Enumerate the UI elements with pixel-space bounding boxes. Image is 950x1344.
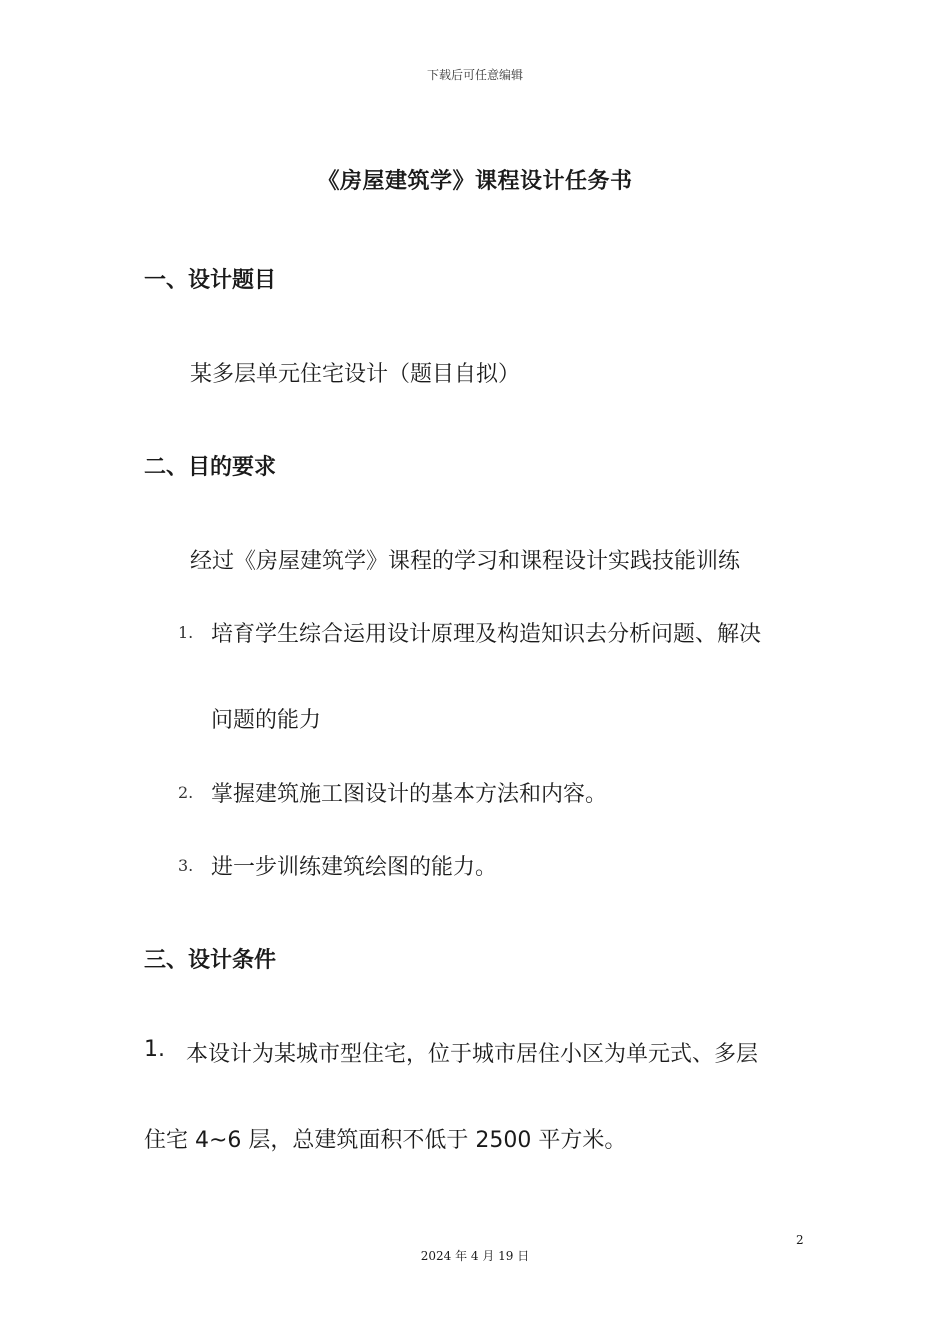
- section-heading-objectives: 二、目的要求: [144, 455, 277, 480]
- section-heading-design-topic: 一、设计题目: [144, 268, 277, 293]
- page-number: 2: [796, 1233, 804, 1247]
- footer-date: 2024 年 4 月 19 日: [420, 1249, 530, 1263]
- list-item-number: 1.: [178, 623, 194, 642]
- list-item-text: 培育学生综合运用设计原理及构造知识去分析问题、解决: [211, 622, 762, 647]
- design-topic-text: 某多层单元住宅设计（题目自拟）: [190, 362, 521, 387]
- condition-item-text: 本设计为某城市型住宅，位于城市居住小区为单元式、多层: [186, 1042, 759, 1067]
- list-item-number: 3.: [178, 856, 194, 875]
- condition-item-text-continued: 住宅 4~6 层，总建筑面积不低于 2500 平方米。: [144, 1128, 627, 1153]
- list-item-number: 2.: [178, 783, 194, 802]
- header-note: 下载后可任意编辑: [426, 68, 523, 82]
- list-item-text: 进一步训练建筑绘图的能力。: [211, 855, 498, 880]
- section-heading-design-conditions: 三、设计条件: [144, 948, 277, 973]
- document-title: 《房屋建筑学》课程设计任务书: [317, 169, 633, 194]
- objectives-intro-text: 经过《房屋建筑学》课程的学习和课程设计实践技能训练: [190, 549, 741, 574]
- list-item-text-continued: 问题的能力: [211, 708, 322, 733]
- list-item-text: 掌握建筑施工图设计的基本方法和内容。: [211, 782, 608, 807]
- condition-item-number: 1.: [144, 1037, 165, 1062]
